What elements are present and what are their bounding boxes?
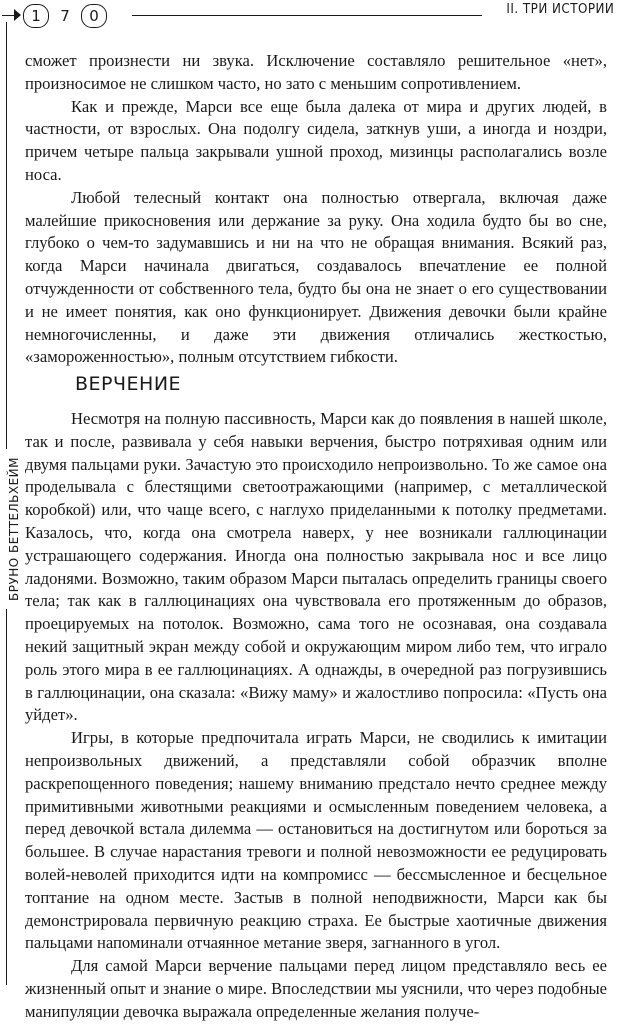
- page-number-digit: 7: [60, 7, 70, 25]
- paragraph: Любой телесный контакт она полностью отвергала, включая даже малейшие прикосновения или держание за руку. Она ходила будто бы во сне, глубоко о чем-то задумавшись и ни на что не обращая внимания. Всякий раз, когда Марси начинала двигаться, создавалось впечатление ее полной отчужденности от собственного тела, будто бы она не знает о его существовании и не имеет понятия, как оно функционирует. Движения девочки были крайне немногочисленны, и даже эти движения отличались жесткостью, «замороженностью», полным отсутствием гибкости.: [25, 187, 607, 367]
- text-block-section: [25, 408, 607, 1024]
- text-block-top: [25, 50, 607, 369]
- paragraph: Игры, в которые предпочитала играть Марси, не сводились к имитации непроизвольных движений, а представляли собой образчик вполне раскрепощенного поведения; нашему вниманию предстало нечто среднее между примитивными животными реакциями и осмысленным поведением человека, а перед девочкой встала дилемма — остановиться на достигнутом или бороться за большее. В случае нарастания тревоги и полной невозможности ее редуцировать волей-неволей приходится идти на компромисс — бессмысленное и бесцельное топтание на одном месте. Застыв в полной неподвижности, Марси как бы демонстрировала первичную реакцию страха. Ее быстрые хаотичные движения пальцами напоминали отчаянное метание зверя, загнанного в угол.: [25, 728, 607, 953]
- page-header: [0, 0, 620, 30]
- paragraph: сможет произнести ни звука. Исключение составляло решительное «нет», произносимое не слишком часто, но зато с меньшим сопротивлением.: [25, 51, 607, 93]
- page-number-digit: 0: [81, 4, 107, 28]
- paragraph: Как и прежде, Марси все еще была далека от мира и других людей, в частности, от взрослых. Она подолгу сидела, заткнув уши, а иногда и ноздри, причем четыре пальца закрывали ушной проход, мизинцы располагались возле носа.: [25, 96, 607, 184]
- page-number-digit: 1: [23, 4, 49, 28]
- arrow-right-icon: [14, 9, 21, 21]
- paragraph: Несмотря на полную пассивность, Марси как до появления в нашей школе, так и после, развивала у себя навыки верчения, быстро потряхивая одним или двумя пальцами руки. Зачастую это происходило непроизвольно. То же самое она проделывала с блестящими светоотражающими (например, с металлической коробкой) или, что чаще всего, с наглухо приделанными к потолку предметами. Казалось, что, когда она смотрела наверх, у нее возникали галлюцинации устрашающего содержания. Иногда она полностью закрывала нос и все лицо ладонями. Возможно, таким образом Марси пыталась определить границы своего тела; так как в галлюцинациях она чувствовала его протяженным до образов, проецируемых на потолок. Возможно, сама того не осознавая, она создавала некий защитный экран между собой и окружающим миром либо тем, что играло роль этого мира в ее галлюцинациях. А однажды, в очередной раз погрузившись в галлюцинации, она сказала: «Вижу маму» и жалостливо попросила: «Пусть она уйдет».: [25, 409, 607, 725]
- section-heading: ВЕРЧЕНИЕ: [75, 373, 182, 395]
- header-rule: [132, 15, 482, 16]
- running-head: II. ТРИ ИСТОРИИ: [506, 2, 614, 17]
- spine-author-label: БРУНО БЕТТЕЛЬХЕЙМ: [5, 449, 23, 609]
- paragraph: Для самой Марси верчение пальцами перед лицом представляло весь ее жизненный опыт и знание о мире. Впоследствии мы уяснили, что через подобные манипуляции девочка выражала определенные желания получе-: [25, 956, 607, 1021]
- page-number: [23, 4, 107, 28]
